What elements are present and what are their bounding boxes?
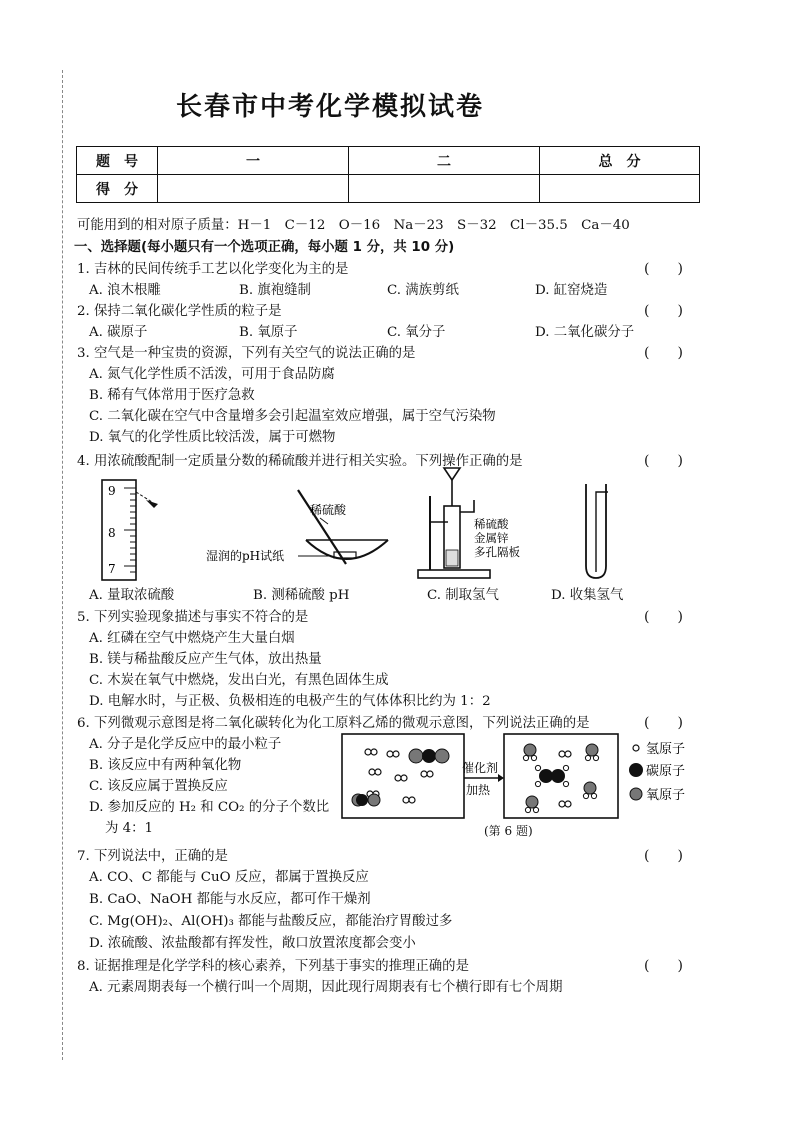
heat-label: 加热 <box>466 783 491 797</box>
q5-option-a: A. 红磷在空气中燃烧产生大量白烟 <box>89 631 295 646</box>
q2-option-c: C. 氧分子 <box>387 325 446 340</box>
q1-option-c: C. 满族剪纸 <box>387 283 459 298</box>
score-table-score-row <box>77 175 700 203</box>
q6-option-c: C. 该反应属于置换反应 <box>89 779 228 794</box>
q5-option-d: D. 电解水时，与正极、负极相连的电极产生的气体体积比约为 1：2 <box>89 694 491 709</box>
q8-option-a: A. 元素周期表每一个横行叫一个周期，因此现行周期表有七个横行即有七个周期 <box>89 980 563 995</box>
legend-hydrogen-icon <box>633 745 639 751</box>
q4-figure-a-cylinder <box>88 478 168 582</box>
q6-option-d: D. 参加反应的 H₂ 和 CO₂ 的分子个数比 <box>89 800 330 815</box>
score-cell-part2[interactable] <box>349 175 540 203</box>
q3-option-c: C. 二氧化碳在空气中含量增多会引起温室效应增强，属于空气污染物 <box>89 409 496 424</box>
cylinder-tick-7: 7 <box>108 562 116 576</box>
legend-oxygen-icon <box>630 788 642 800</box>
q5-answer-paren[interactable]: ( ) <box>644 609 683 625</box>
score-cell-total[interactable] <box>540 175 700 203</box>
score-cell-part1[interactable] <box>158 175 349 203</box>
q3-stem: 3. 空气是一种宝贵的资源，下列有关空气的说法正确的是 <box>77 346 416 361</box>
q5-option-c: C. 木炭在氧气中燃烧，发出白光，有黑色固体生成 <box>89 673 389 688</box>
q1-stem: 1. 吉林的民间传统手工艺以化学变化为主的是 <box>77 262 349 277</box>
q2-stem: 2. 保持二氧化碳化学性质的粒子是 <box>77 304 282 319</box>
sight-line <box>136 492 152 502</box>
legend-hydrogen: 氢原子 <box>646 742 686 757</box>
score-header-part1: 一 <box>158 147 349 175</box>
q1-option-d: D. 缸窑烧造 <box>535 283 608 298</box>
page-title: 长春市中考化学模拟试卷 <box>175 92 484 122</box>
acid-label: 稀硫酸 <box>310 503 347 517</box>
q1-option-b: B. 旗袍缝制 <box>239 283 311 298</box>
q5-option-b: B. 镁与稀盐酸反应产生气体，放出热量 <box>89 652 322 667</box>
q3-answer-paren[interactable]: ( ) <box>644 345 683 361</box>
catalyst-label: 催化剂 <box>462 761 499 775</box>
q6-stem: 6. 下列微观示意图是将二氧化碳转化为化工原料乙烯的微观示意图，下列说法正确的是 <box>77 716 590 731</box>
q4-answer-paren[interactable]: ( ) <box>644 453 683 469</box>
q4-option-b: B. 测稀硫酸 pH <box>253 588 350 603</box>
q7-option-d: D. 浓硫酸、浓盐酸都有挥发性，敞口放置浓度都会变小 <box>89 936 416 951</box>
q6-option-b: B. 该反应中有两种氧化物 <box>89 758 242 773</box>
score-table-header-row <box>77 147 700 175</box>
q2-option-a: A. 碳原子 <box>89 325 148 340</box>
q3-option-a: A. 氮气化学性质不活泼，可用于食品防腐 <box>89 367 335 382</box>
atomic-masses: 可能用到的相对原子质量：H－1 C－12 O－16 Na－23 S－32 Cl－35.5 Ca－40 <box>77 218 630 233</box>
q2-option-b: B. 氧原子 <box>239 325 298 340</box>
legend-carbon: 碳原子 <box>646 764 686 779</box>
legend-carbon-icon <box>629 763 643 777</box>
q4-figure-b-ph-test <box>206 480 386 580</box>
q4-figure-d-collect <box>578 482 618 582</box>
q6-figure-molecules <box>340 732 702 822</box>
q6-option-d-cont: 为 4：1 <box>105 821 154 836</box>
cylinder-scale <box>124 488 136 572</box>
zinc-granules <box>446 550 458 566</box>
delivery-tube <box>460 500 474 512</box>
c-label-plate: 多孔隔板 <box>474 545 520 559</box>
c-label-acid: 稀硫酸 <box>474 517 509 531</box>
binding-dashed-line <box>62 70 63 1060</box>
cylinder-tick-8: 8 <box>108 526 116 540</box>
q4-option-a: A. 量取浓硫酸 <box>89 588 175 603</box>
q4-figure-c-generator <box>414 466 534 582</box>
score-table <box>76 146 700 203</box>
score-header-part2: 二 <box>349 147 540 175</box>
score-header-total: 总 分 <box>540 147 700 175</box>
q7-stem: 7. 下列说法中，正确的是 <box>77 849 228 864</box>
score-header-label: 题 号 <box>77 147 158 175</box>
q4-stem: 4. 用浓硫酸配制一定质量分数的稀硫酸并进行相关实验。下列操作正确的是 <box>77 454 523 469</box>
ph-paper-label: 湿润的pH试纸 <box>206 549 285 563</box>
q5-stem: 5. 下列实验现象描述与事实不符合的是 <box>77 610 309 625</box>
score-row-label: 得 分 <box>77 175 158 203</box>
stand-base <box>418 570 490 578</box>
q3-option-d: D. 氧气的化学性质比较活泼，属于可燃物 <box>89 430 336 445</box>
eye-icon <box>146 500 158 508</box>
q4-option-c: C. 制取氢气 <box>427 588 499 603</box>
q7-option-a: A. CO、C 都能与 CuO 反应，都属于置换反应 <box>89 870 369 885</box>
reaction-arrowhead <box>498 774 504 782</box>
section1-heading: 一、选择题(每小题只有一个选项正确，每小题 1 分，共 10 分) <box>74 240 455 255</box>
q6-caption: (第 6 题) <box>484 824 533 838</box>
q1-answer-paren[interactable]: ( ) <box>644 261 683 277</box>
q2-answer-paren[interactable]: ( ) <box>644 303 683 319</box>
q6-option-a: A. 分子是化学反应中的最小粒子 <box>89 737 282 752</box>
q7-option-b: B. CaO、NaOH 都能与水反应，都可作干燥剂 <box>89 892 371 907</box>
q6-answer-paren[interactable]: ( ) <box>644 715 683 731</box>
q8-answer-paren[interactable]: ( ) <box>644 958 683 974</box>
legend-oxygen: 氧原子 <box>646 788 686 803</box>
q8-stem: 8. 证据推理是化学学科的核心素养，下列基于事实的推理正确的是 <box>77 959 469 974</box>
cylinder-tick-9: 9 <box>108 484 116 498</box>
c-label-zinc: 金属锌 <box>474 531 509 545</box>
q2-option-d: D. 二氧化碳分子 <box>535 325 635 340</box>
q7-answer-paren[interactable]: ( ) <box>644 848 683 864</box>
reactant-co2-bottom <box>352 794 380 806</box>
q1-option-a: A. 浪木根雕 <box>89 283 161 298</box>
q7-option-c: C. Mg(OH)₂、Al(OH)₃ 都能与盐酸反应，都能治疗胃酸过多 <box>89 914 453 929</box>
q3-option-b: B. 稀有气体常用于医疗急救 <box>89 388 255 403</box>
product-ethylene <box>535 765 568 786</box>
q4-option-d: D. 收集氢气 <box>551 588 624 603</box>
funnel <box>444 468 460 480</box>
acid-pointer <box>320 518 328 524</box>
reactant-co2-top <box>409 749 449 763</box>
